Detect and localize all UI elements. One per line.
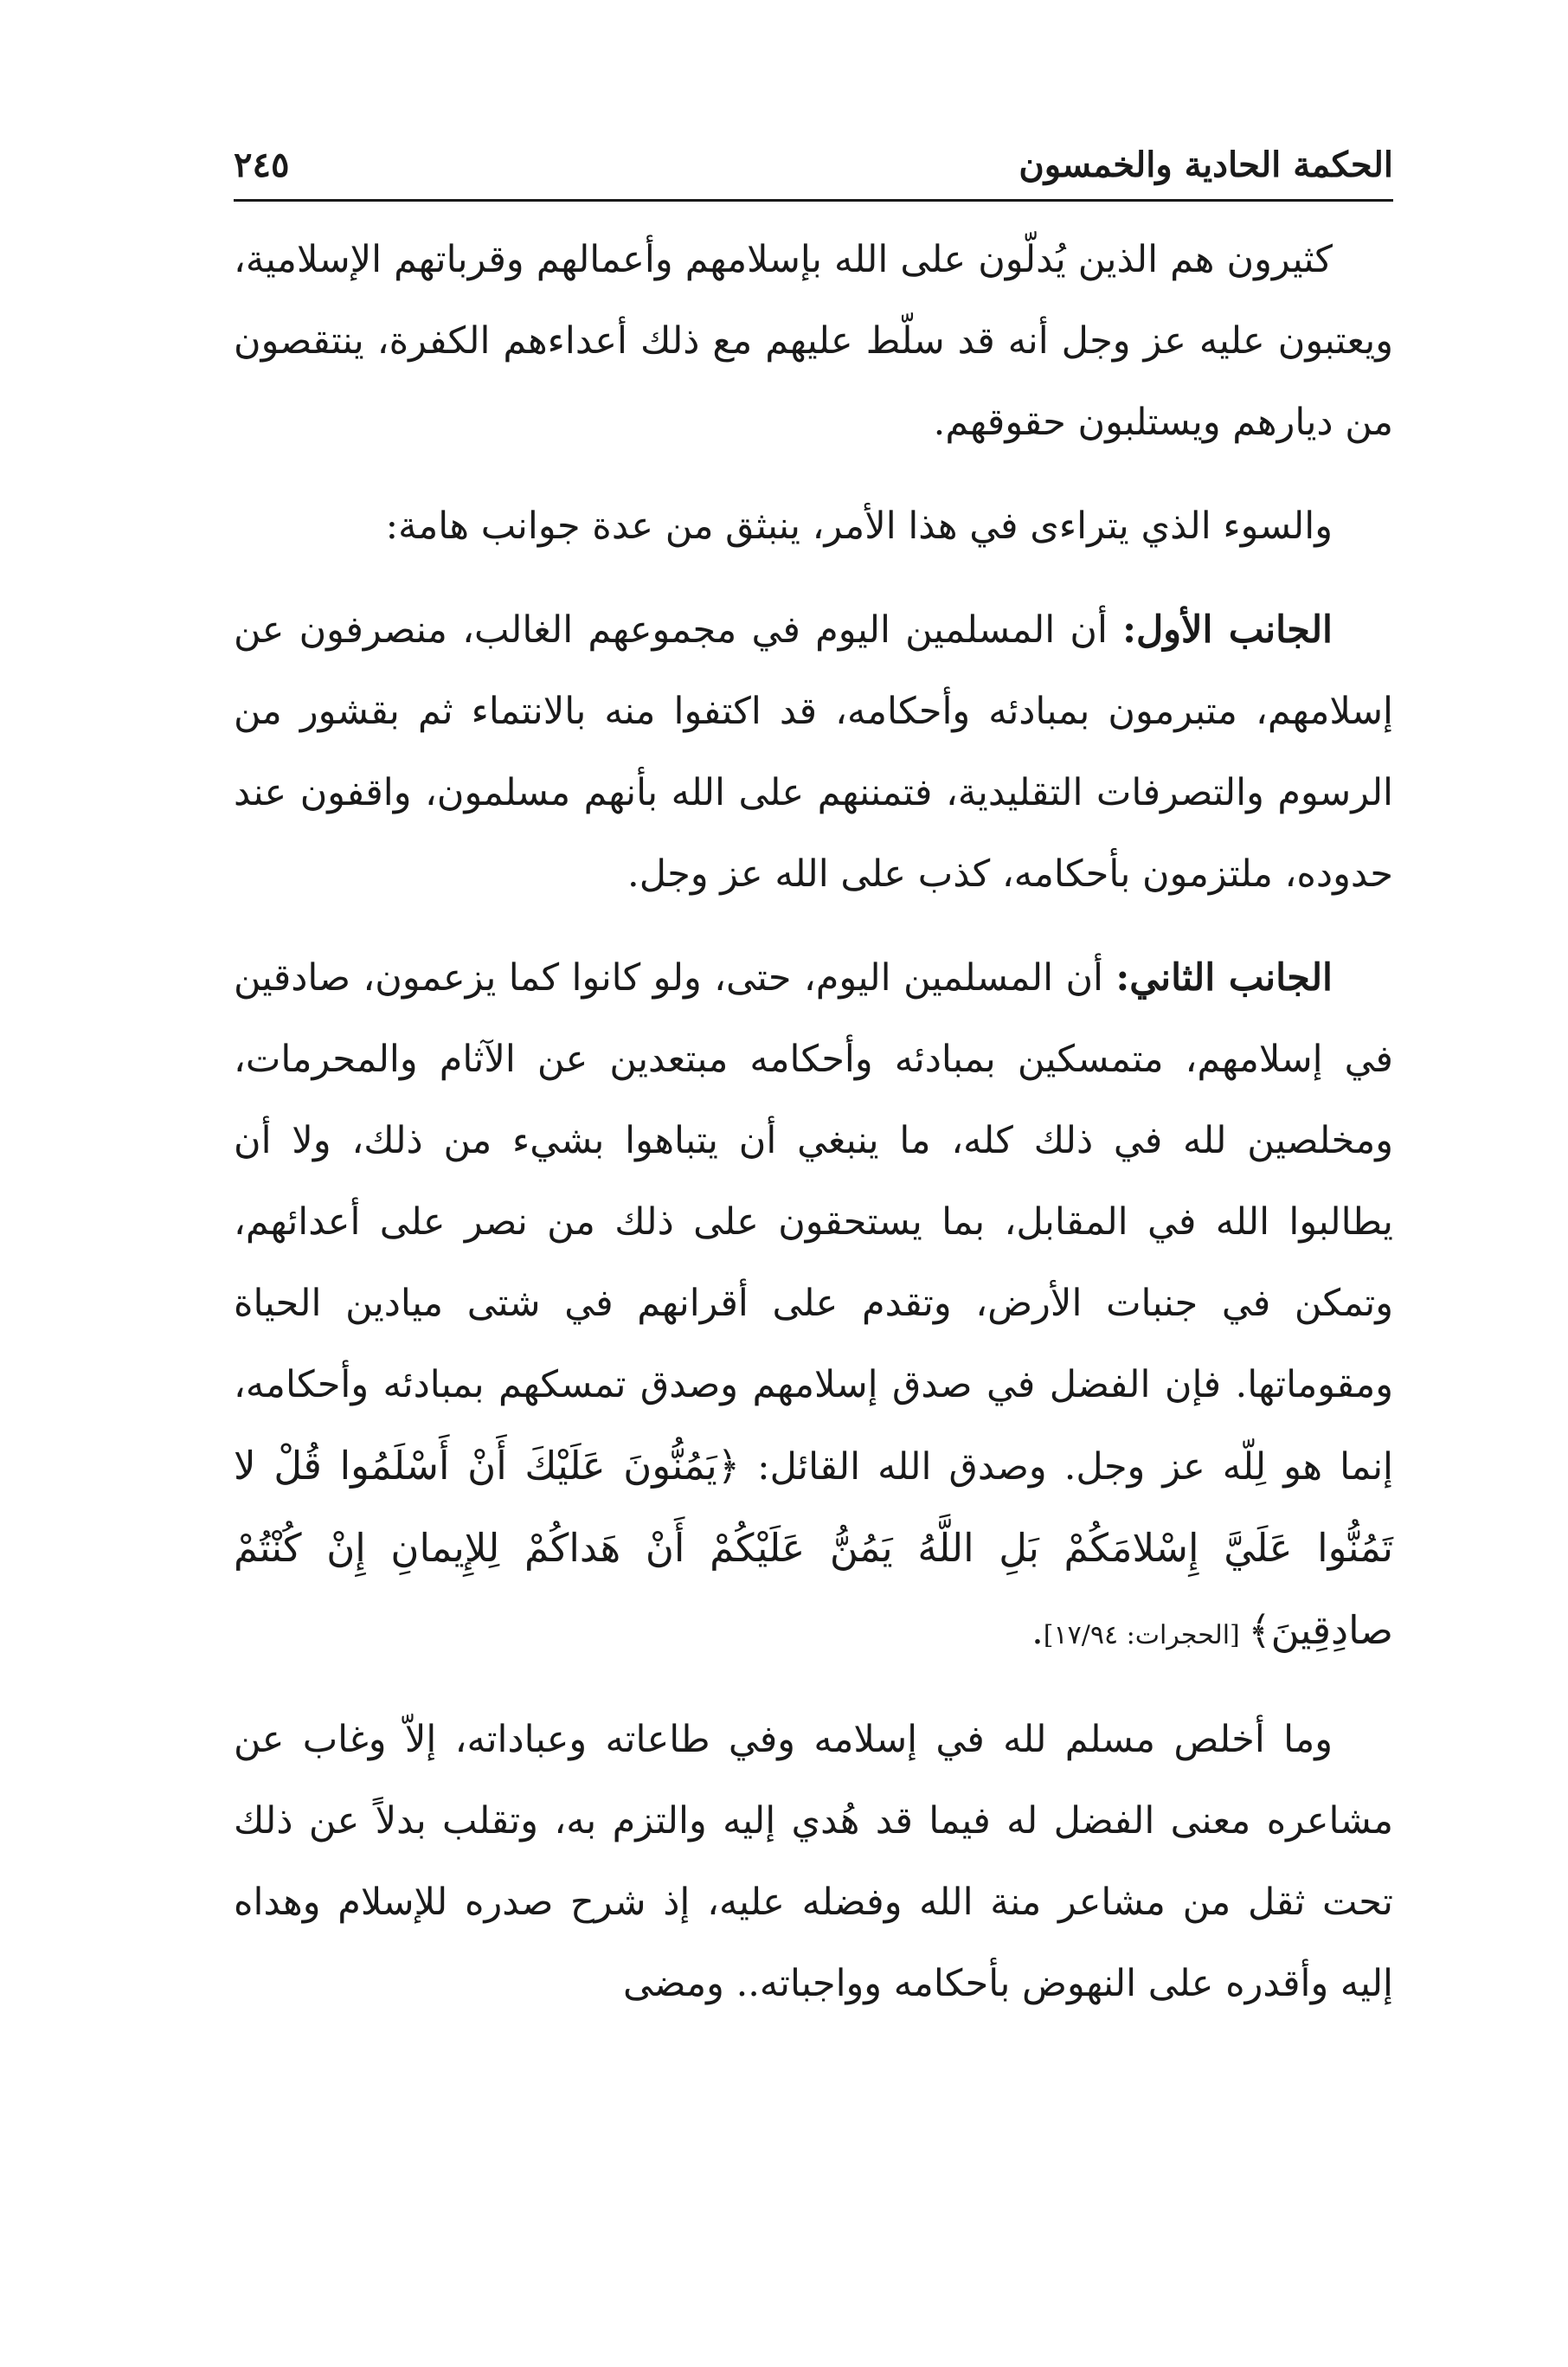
paragraph-intro: [234, 219, 1393, 463]
paragraph-text: وما أخلص مسلم لله في إسلامه وفي طاعاته وعباداته، إلاّ وغاب عن مشاعره معنى الفضل له فيما قد هُدي إليه والتزم به، وتقلب بدلاً عن ذلك تحت ثقل من مشاعر منة الله وفضله عليه، إذ شرح صدره للإسلام وهداه إليه وأقدره على النهوض بأحكامه وواجباته.. ومضى: [234, 1718, 1393, 2005]
quran-verse: ﴿يَمُنُّونَ عَلَيْكَ أَنْ أَسْلَمُوا قُلْ لا تَمُنُّوا عَلَيَّ إِسْلامَكُمْ بَلِ اللَّهُ يَمُنُّ عَلَيْكُمْ أَنْ هَداكُمْ لِلإِيمانِ إِنْ كُنْتُمْ صادِقِينَ﴾: [234, 1443, 1393, 1653]
page-number: ٢٤٥: [234, 145, 290, 185]
verse-reference: [الحجرات: ١٧/٩٤]: [1043, 1620, 1249, 1650]
paragraph-text: أن المسلمين اليوم في مجموعهم الغالب، منصرفون عن إسلامهم، متبرمون بمبادئه وأحكامه، قد اكتفوا منه بالانتماء ثم بقشور من الرسوم والتصرفات التقليدية، فتمننهم على الله بأنهم مسلمون، واقفون عند حدوده، ملتزمون بأحكامه، كذب على الله عز وجل.: [234, 608, 1393, 896]
page-body: [234, 219, 1393, 2024]
second-aspect-heading: الجانب الثاني:: [1115, 956, 1333, 1000]
paragraph-text: كثيرون هم الذين يُدلّون على الله بإسلامهم وأعمالهم وقرباتهم الإسلامية، ويعتبون عليه عز وجل أنه قد سلّط عليهم مع ذلك أعداءهم الكفرة، ينتقصون من ديارهم ويستلبون حقوقهم.: [234, 238, 1393, 444]
paragraph-end: .: [1031, 1610, 1044, 1653]
book-page: [234, 121, 1393, 2047]
first-aspect-heading: الجانب الأول:: [1122, 608, 1333, 652]
paragraph-first-aspect: [234, 589, 1393, 915]
paragraph-text: أن المسلمين اليوم، حتى، ولو كانوا كما يزعمون، صادقين في إسلامهم، متمسكين بمبادئه وأحكامه مبتعدين عن الآثام والمحرمات، ومخلصين لله في ذلك كله، ما ينبغي أن يتباهوا بشيء من ذلك، ولا أن يطالبوا الله في المقابل، بما يستحقون على ذلك من نصر على أعدائهم، وتمكن في جنبات الأرض، وتقدم على أقرانهم في شتى ميادين الحياة ومقوماتها. فإن الفضل في صدق إسلامهم وصدق تمسكهم بمبادئه وأحكامه، إنما هو لِلّه عز وجل. وصدق الله القائل:: [234, 956, 1394, 1489]
chapter-title: الحكمة الحادية والخمسون: [1019, 145, 1393, 185]
paragraph-text: والسوء الذي يتراءى في هذا الأمر، ينبثق من عدة جوانب هامة:: [385, 505, 1333, 548]
paragraph-closing: [234, 1699, 1393, 2024]
page-header: [234, 121, 1393, 202]
paragraph-second-aspect: [234, 937, 1393, 1676]
paragraph-aspects: [234, 486, 1393, 567]
